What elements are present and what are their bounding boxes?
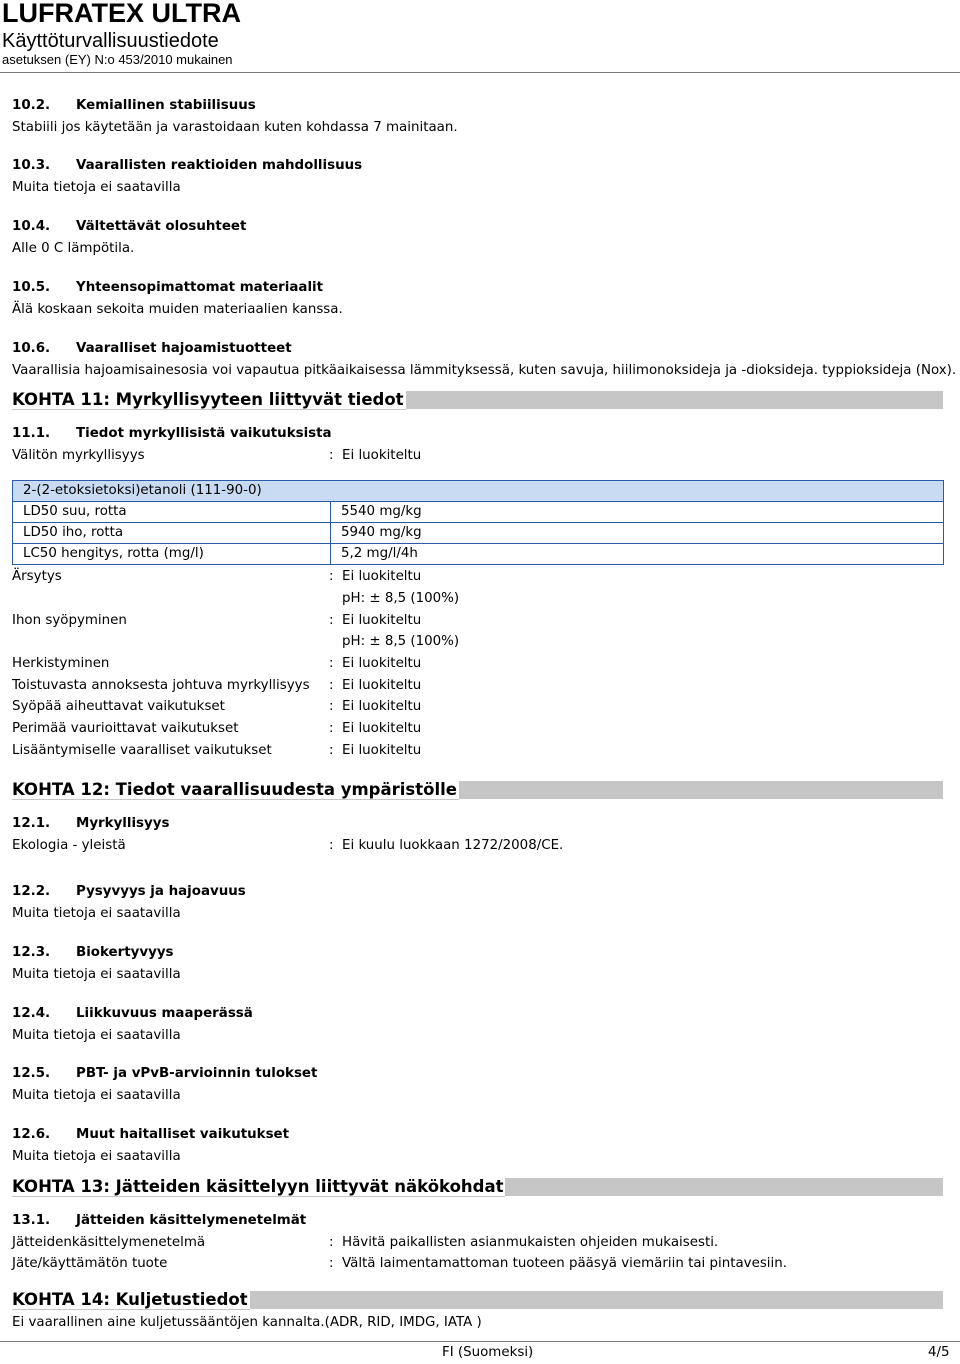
- property-label: Jätteidenkäsittelymenetelmä: [12, 1235, 206, 1250]
- regulation-note: asetuksen (EY) N:o 453/2010 mukainen: [2, 52, 233, 67]
- subsection-title: Jätteiden käsittelymenetelmät: [76, 1213, 307, 1228]
- subsection-text: Muita tietoja ei saatavilla: [12, 1088, 181, 1103]
- table-cell-value: 5540 mg/kg: [331, 502, 944, 523]
- subsection-text: Muita tietoja ei saatavilla: [12, 967, 181, 982]
- page-footer: [0, 1341, 960, 1364]
- property-value: Hävitä paikallisten asianmukaisten ohjeiden mukaisesti.: [342, 1235, 719, 1250]
- property-label: Ekologia - yleistä: [12, 838, 126, 853]
- section-heading-bar: [12, 391, 943, 409]
- section-heading-bar: [12, 1291, 943, 1309]
- table-cell-label: LD50 suu, rotta: [13, 502, 331, 523]
- subsection-title: Vaaralliset hajoamistuotteet: [76, 341, 292, 356]
- property-colon: :: [329, 1256, 334, 1271]
- product-name: LUFRATEX ULTRA: [2, 0, 241, 28]
- subsection-text: Muita tietoja ei saatavilla: [12, 1149, 181, 1164]
- subsection-number: 13.1.: [12, 1213, 51, 1228]
- property-label: Lisääntymiselle vaaralliset vaikutukset: [12, 743, 272, 758]
- subsection-title: Vaarallisten reaktioiden mahdollisuus: [76, 158, 363, 173]
- subsection-number: 12.4.: [12, 1006, 51, 1021]
- subsection-number: 12.6.: [12, 1127, 51, 1142]
- subsection-title: Tiedot myrkyllisistä vaikutuksista: [76, 426, 332, 441]
- subsection-title: Vältettävät olosuhteet: [76, 219, 247, 234]
- table-row: [13, 523, 944, 544]
- property-colon: :: [329, 838, 334, 853]
- property-value: Ei luokiteltu: [342, 448, 422, 463]
- property-value: Ei luokiteltu: [342, 721, 422, 736]
- property-colon: :: [329, 569, 334, 584]
- table-cell-value: 5,2 mg/l/4h: [331, 544, 944, 565]
- subsection-title: Kemiallinen stabiilisuus: [76, 98, 256, 113]
- footer-page-number: 4/5: [928, 1345, 950, 1360]
- property-value: Ei luokiteltu: [342, 656, 422, 671]
- subsection-number: 12.5.: [12, 1066, 51, 1081]
- property-label: Herkistyminen: [12, 656, 110, 671]
- property-label: Perimää vaurioittavat vaikutukset: [12, 721, 239, 736]
- property-colon: :: [329, 721, 334, 736]
- table-cell-value: 5940 mg/kg: [331, 523, 944, 544]
- property-colon: :: [329, 613, 334, 628]
- header-divider: [0, 72, 960, 73]
- property-extra: pH: ± 8,5 (100%): [342, 634, 460, 649]
- property-label: Toistuvasta annoksesta johtuva myrkyllisyys: [12, 678, 310, 693]
- subsection-text: Älä koskaan sekoita muiden materiaalien kanssa.: [12, 302, 343, 317]
- subsection-number: 12.3.: [12, 945, 51, 960]
- property-colon: :: [329, 699, 334, 714]
- subsection-number: 10.6.: [12, 341, 51, 356]
- table-row: [13, 544, 944, 565]
- subsection-title: Liikkuvuus maaperässä: [76, 1006, 253, 1021]
- subsection-number: 10.3.: [12, 158, 51, 173]
- document-type: Käyttöturvallisuustiedote: [2, 30, 219, 52]
- property-label: Välitön myrkyllisyys: [12, 448, 145, 463]
- subsection-text: Muita tietoja ei saatavilla: [12, 180, 181, 195]
- subsection-number: 11.1.: [12, 426, 51, 441]
- property-value: Vältä laimentamattoman tuoteen pääsyä viemäriin tai pintavesiin.: [342, 1256, 787, 1271]
- section-heading-bar: [12, 781, 943, 799]
- property-colon: :: [329, 743, 334, 758]
- subsection-text: Vaarallisia hajoamisainesosia voi vapautua pitkäaikaisessa lämmityksessä, kuten savuja, hiilimonoksideja ja -dioksideja. typpioksideja (Nox).: [12, 363, 957, 378]
- property-value: Ei luokiteltu: [342, 678, 422, 693]
- subsection-number: 10.2.: [12, 98, 51, 113]
- section-heading: KOHTA 14: Kuljetustiedot: [12, 1290, 248, 1309]
- subsection-title: Myrkyllisyys: [76, 816, 170, 831]
- substance-name: 2-(2-etoksietoksi)etanoli (111-90-0): [13, 481, 944, 502]
- section-heading: KOHTA 13: Jätteiden käsittelyyn liittyvät näkökohdat: [12, 1177, 504, 1196]
- table-cell-label: LC50 hengitys, rotta (mg/l): [13, 544, 331, 565]
- property-colon: :: [329, 1235, 334, 1250]
- property-label: Syöpää aiheuttavat vaikutukset: [12, 699, 225, 714]
- subsection-text: Stabiili jos käytetään ja varastoidaan kuten kohdassa 7 mainitaan.: [12, 120, 458, 135]
- property-value: Ei luokiteltu: [342, 743, 422, 758]
- section-heading: KOHTA 12: Tiedot vaarallisuudesta ympäristölle: [12, 780, 457, 799]
- table-row: [13, 502, 944, 523]
- footer-language: FI (Suomeksi): [442, 1345, 534, 1360]
- subsection-text: Alle 0 C lämpötila.: [12, 241, 135, 256]
- subsection-text: Muita tietoja ei saatavilla: [12, 906, 181, 921]
- subsection-text: Muita tietoja ei saatavilla: [12, 1028, 181, 1043]
- toxicity-table: [12, 480, 944, 565]
- property-value: Ei luokiteltu: [342, 569, 422, 584]
- subsection-title: Pysyvyys ja hajoavuus: [76, 884, 246, 899]
- property-extra: pH: ± 8,5 (100%): [342, 591, 460, 606]
- subsection-number: 12.2.: [12, 884, 51, 899]
- subsection-title: Muut haitalliset vaikutukset: [76, 1127, 290, 1142]
- property-colon: :: [329, 448, 334, 463]
- property-label: Ärsytys: [12, 569, 62, 584]
- property-value: Ei kuulu luokkaan 1272/2008/CE.: [342, 838, 564, 853]
- table-cell-label: LD50 iho, rotta: [13, 523, 331, 544]
- subsection-title: Yhteensopimattomat materiaalit: [76, 280, 324, 295]
- subsection-title: Biokertyvyys: [76, 945, 174, 960]
- subsection-number: 10.5.: [12, 280, 51, 295]
- property-colon: :: [329, 656, 334, 671]
- property-value: Ei luokiteltu: [342, 613, 422, 628]
- subsection-title: PBT- ja vPvB-arvioinnin tulokset: [76, 1066, 318, 1081]
- section-text: Ei vaarallinen aine kuljetussääntöjen kannalta.(ADR, RID, IMDG, IATA ): [12, 1315, 482, 1330]
- property-label: Ihon syöpyminen: [12, 613, 127, 628]
- table-header-row: [13, 481, 944, 502]
- section-heading: KOHTA 11: Myrkyllisyyteen liittyvät tiedot: [12, 390, 404, 409]
- property-label: Jäte/käyttämätön tuote: [12, 1256, 168, 1271]
- subsection-number: 10.4.: [12, 219, 51, 234]
- property-colon: :: [329, 678, 334, 693]
- subsection-number: 12.1.: [12, 816, 51, 831]
- section-heading-bar: [12, 1178, 943, 1196]
- property-value: Ei luokiteltu: [342, 699, 422, 714]
